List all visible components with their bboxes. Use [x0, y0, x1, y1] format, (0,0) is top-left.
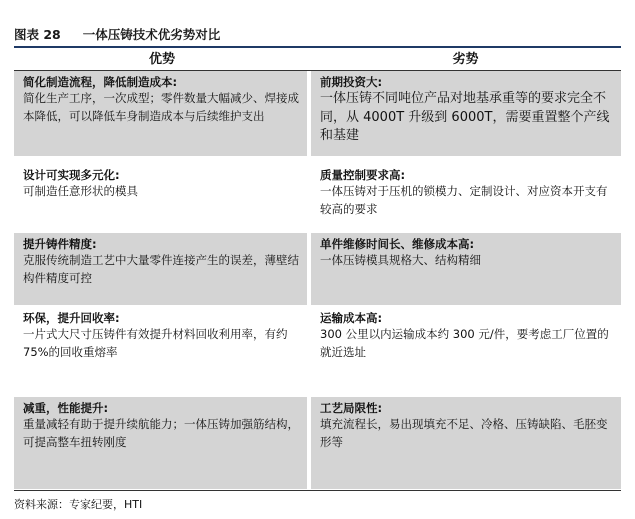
table-row — [14, 307, 621, 395]
advantage-title: 减重，性能提升: — [23, 401, 109, 415]
disadvantage-cell — [311, 71, 621, 156]
advantage-cell — [14, 233, 307, 305]
advantage-body: 重量减轻有助于提升续航能力；一体压铸加强筋结构，可提高整车扭转刚度 — [23, 417, 299, 449]
disadvantage-title: 工艺局限性: — [320, 401, 383, 415]
disadvantage-body: 一体压铸模具规格大、结构精细 — [320, 253, 481, 267]
disadvantage-title: 单件维修时间长、维修成本高: — [320, 237, 475, 251]
advantage-body: 可制造任意形状的模具 — [23, 184, 138, 198]
disadvantage-cell — [311, 164, 621, 224]
source-note: 资料来源：专家纪要，HTI — [14, 490, 621, 512]
table-row — [14, 233, 621, 305]
figure-title-bar — [14, 26, 621, 48]
advantage-title: 简化制造流程，降低制造成本: — [23, 75, 178, 89]
disadvantage-body: 填充流程长，易出现填充不足、冷格、压铸缺陷、毛胚变形等 — [320, 417, 608, 449]
table-row — [14, 71, 621, 156]
comparison-table — [14, 71, 621, 490]
figure-number: 图表 28 — [14, 27, 61, 42]
advantage-body: 克服传统制造工艺中大量零件连接产生的误差，薄壁结构件精度可控 — [23, 253, 299, 285]
disadvantage-body: 一体压铸对于压机的锁模力、定制设计、对应资本开支有较高的要求 — [320, 184, 608, 216]
disadvantage-body: 一体压铸不同吨位产品对地基承重等的要求完全不同，从 4000T 升级到 6000T，需要重置整个产线和基建 — [320, 91, 610, 143]
disadvantage-cell — [311, 397, 621, 489]
advantage-cell — [14, 71, 307, 156]
advantage-cell — [14, 307, 307, 395]
figure-title: 一体压铸技术优劣势对比 — [82, 27, 221, 42]
advantage-title: 设计可实现多元化: — [23, 168, 120, 182]
advantage-title: 环保，提升回收率: — [23, 311, 120, 325]
advantage-body: 一片式大尺寸压铸件有效提升材料回收利用率，有约 75%的回收重熔率 — [23, 327, 288, 359]
disadvantage-title: 前期投资大: — [320, 75, 383, 89]
disadvantages-header: 劣势 — [452, 52, 479, 67]
disadvantage-cell — [311, 307, 621, 395]
advantage-body: 简化生产工序，一次成型；零件数量大幅减少、焊接成本降低，可以降低车身制造成本与后续维护支出 — [23, 91, 299, 123]
table-row — [14, 164, 621, 224]
disadvantage-title: 运输成本高: — [320, 311, 383, 325]
table-row — [14, 397, 621, 489]
disadvantage-body: 300 公里以内运输成本约 300 元/件，要考虑工厂位置的就近选址 — [320, 327, 609, 359]
advantage-title: 提升铸件精度: — [23, 237, 97, 251]
table-header — [14, 50, 621, 71]
disadvantage-title: 质量控制要求高: — [320, 168, 406, 182]
disadvantage-cell — [311, 233, 621, 305]
advantages-header: 优势 — [148, 52, 175, 67]
advantage-cell — [14, 397, 307, 489]
advantage-cell — [14, 164, 307, 224]
